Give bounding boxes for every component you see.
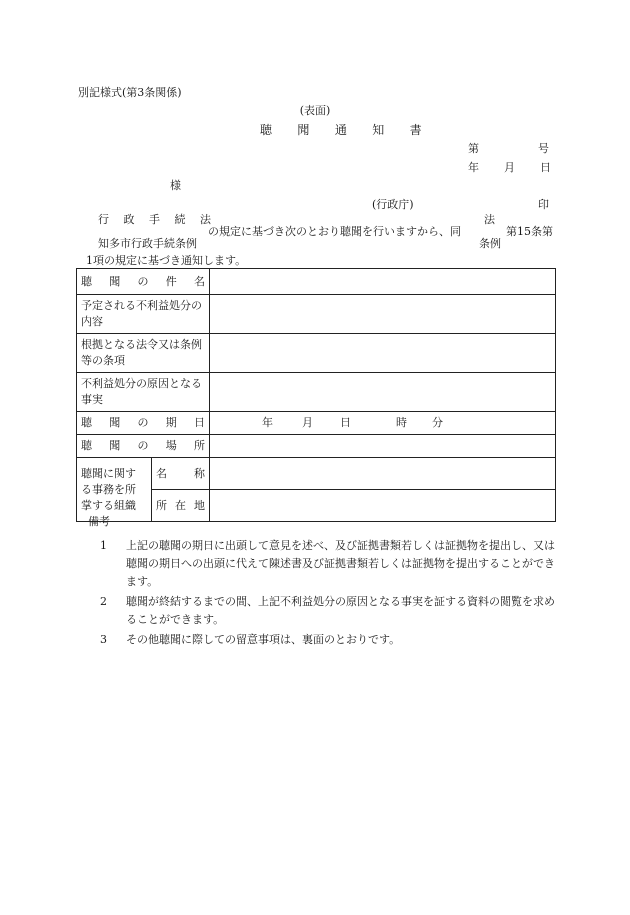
number-prefix: 第 <box>468 142 479 155</box>
date-year-unit: 年 <box>262 416 273 429</box>
subject-label: 聴 聞 の 件 名 <box>77 269 210 295</box>
basis-article: 第15条第 <box>506 225 553 238</box>
org-name-value <box>210 458 556 490</box>
date-month-unit: 月 <box>302 416 313 429</box>
note-number: 3 <box>100 633 107 646</box>
table-row <box>77 458 556 490</box>
basis-middle-text: の規定に基づき次のとおり聴聞を行いますから、同 <box>208 225 461 238</box>
notes-heading: 備考 <box>88 515 110 528</box>
place-value <box>210 435 556 458</box>
basis-line-2: 1項の規定に基づき通知します。 <box>86 254 247 267</box>
note-item <box>88 537 558 591</box>
side-label: (表面) <box>299 104 331 117</box>
subject-value <box>210 269 556 295</box>
addressee-suffix: 様 <box>170 179 181 192</box>
table-row <box>77 269 556 295</box>
date-label: 聴 聞 の 期 日 <box>77 412 210 435</box>
basis-label: 根拠となる法令又は条例等の条項 <box>77 334 210 373</box>
table-row <box>77 373 556 412</box>
date-year: 年 <box>468 161 479 174</box>
notes-section <box>88 513 558 651</box>
table-row <box>77 295 556 334</box>
basis-value <box>210 334 556 373</box>
note-item <box>88 593 558 629</box>
basis-alt-2: 条例 <box>479 237 501 250</box>
note-number: 1 <box>100 539 107 552</box>
org-name-label: 名 称 <box>151 458 209 490</box>
page-title: 聴 聞 通 知 書 <box>260 123 433 137</box>
disposition-label: 予定される不利益処分の内容 <box>77 295 210 334</box>
date-month: 月 <box>504 161 515 174</box>
basis-alt-1: 法 <box>484 213 495 226</box>
hearing-table <box>76 268 556 522</box>
note-text: その他聴聞に際しての留意事項は、裏面のとおりです。 <box>126 633 401 646</box>
note-item <box>88 631 558 649</box>
disposition-value <box>210 295 556 334</box>
number-suffix: 号 <box>538 142 549 155</box>
form-reference: 別記様式(第3条関係) <box>78 86 182 99</box>
place-label: 聴 聞 の 場 所 <box>77 435 210 458</box>
date-hour-unit: 時 <box>396 416 407 429</box>
date-min-unit: 分 <box>432 416 443 429</box>
cause-value <box>210 373 556 412</box>
date-value <box>210 412 556 435</box>
basis-law-1: 行 政 手 続 法 <box>98 213 217 226</box>
org-location-label: 所在地 <box>151 490 209 522</box>
note-number: 2 <box>100 595 107 608</box>
table-row <box>77 412 556 435</box>
org-label: 聴聞に関する事務を所掌する組織 <box>77 458 152 522</box>
seal-mark: 印 <box>538 198 549 211</box>
date-day-unit: 日 <box>340 416 351 429</box>
date-day: 日 <box>540 161 551 174</box>
table-row <box>77 334 556 373</box>
agency-label: (行政庁) <box>372 198 414 211</box>
table-row <box>77 435 556 458</box>
note-text: 上記の聴聞の期日に出頭して意見を述べ、及び証拠書類若しくは証拠物を提出し、又は聴聞の期日への出頭に代えて陳述書及び証拠書類若しくは証拠物を提出することができます。 <box>126 539 555 588</box>
note-text: 聴聞が終結するまでの間、上記不利益処分の原因となる事実を証する資料の閲覧を求めることができます。 <box>126 595 555 626</box>
basis-law-2: 知多市行政手続条例 <box>98 237 197 250</box>
cause-label: 不利益処分の原因となる事実 <box>77 373 210 412</box>
